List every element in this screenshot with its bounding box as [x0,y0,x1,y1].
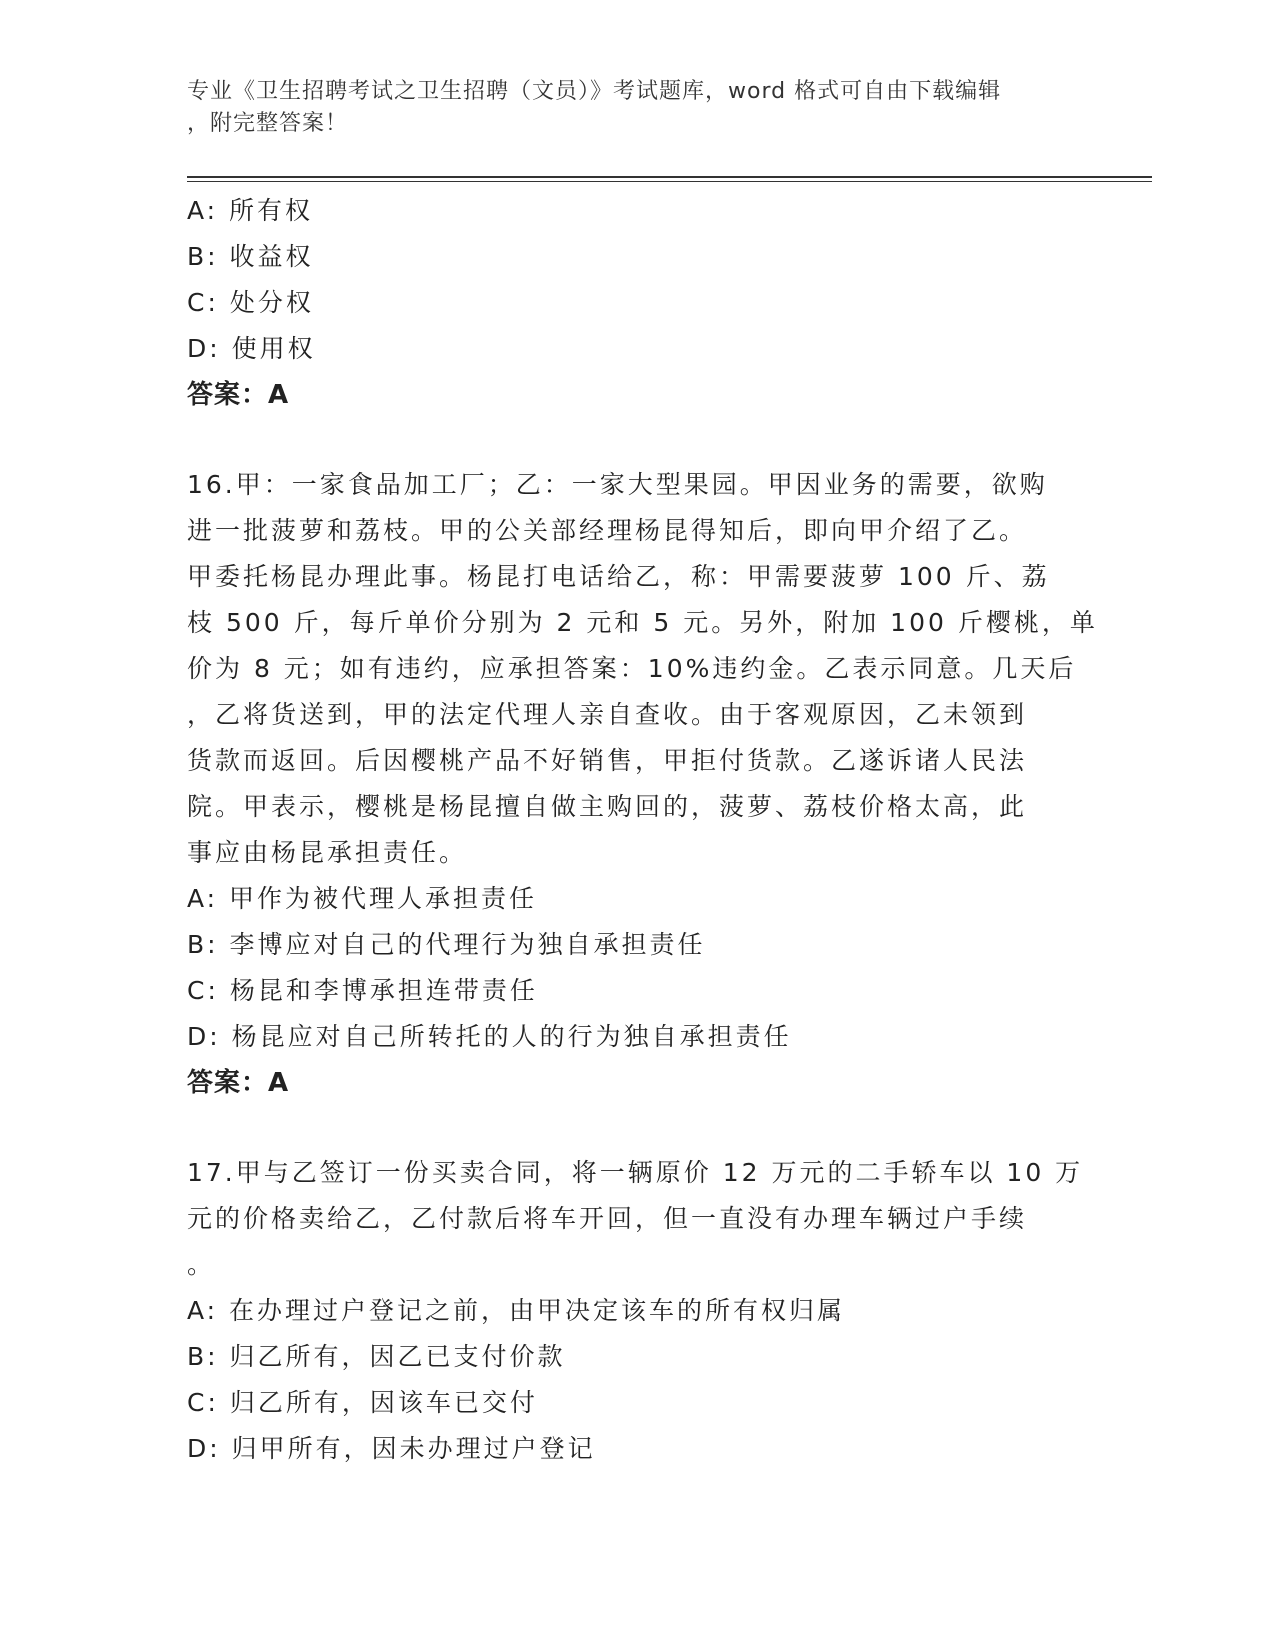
question-stem-line: 元的价格卖给乙，乙付款后将车开回，但一直没有办理车辆过户手续 [187,1204,1028,1233]
question-stem-line: 价为 8 元；如有违约，应承担答案：10%违约金。乙表示同意。几天后 [187,654,1077,683]
option-a: A: 甲作为被代理人承担责任 [187,884,538,913]
question-17 [187,1150,1087,1472]
document-body [187,188,1098,1472]
question-stem-line: 枝 500 斤，每斤单价分别为 2 元和 5 元。另外，附加 100 斤樱桃，单 [187,608,1098,637]
option-c: C: 杨昆和李博承担连带责任 [187,976,538,1005]
option-b: B: 归乙所有，因乙已支付价款 [187,1342,566,1371]
answer-line: 答案：A [187,380,290,410]
option-b: B: 李博应对自己的代理行为独自承担责任 [187,930,706,959]
question-stem-line: 进一批菠萝和荔枝。甲的公关部经理杨昆得知后，即向甲介绍了乙。 [187,516,1028,545]
option-c: C: 归乙所有，因该车已交付 [187,1388,538,1417]
question-stem-line: 。 [187,1250,216,1279]
option-b: B: 收益权 [187,242,314,271]
header-title-line-1: 专业《卫生招聘考试之卫生招聘（文员）》考试题库，word 格式可自由下载编辑 [187,79,1002,104]
option-a: A: 所有权 [187,196,314,225]
option-a: A: 在办理过户登记之前，由甲决定该车的所有权归属 [187,1296,846,1325]
header-divider-thick [187,176,1152,178]
question-stem-line: 院。甲表示，樱桃是杨昆擅自做主购回的，菠萝、荔枝价格太高，此 [187,792,1028,821]
option-c: C: 处分权 [187,288,314,317]
option-d: D: 杨昆应对自己所转托的人的行为独自承担责任 [187,1022,792,1051]
question-stem-line: 事应由杨昆承担责任。 [187,838,468,867]
question-stem-line: 17.甲与乙签订一份买卖合同，将一辆原价 12 万元的二手轿车以 10 万 [187,1158,1084,1187]
question-15 [187,188,1087,418]
answer-line: 答案：A [187,1068,290,1098]
question-16 [187,462,1098,1106]
question-stem-line: 货款而返回。后因樱桃产品不好销售，甲拒付货款。乙遂诉诸人民法 [187,746,1028,775]
option-d: D: 使用权 [187,334,316,363]
document-header [187,76,1087,140]
option-d: D: 归甲所有，因未办理过户登记 [187,1434,596,1463]
question-stem-line: ，乙将货送到，甲的法定代理人亲自查收。由于客观原因，乙未领到 [187,700,1028,729]
question-stem-line: 16.甲：一家食品加工厂；乙：一家大型果园。甲因业务的需要，欲购 [187,470,1048,499]
question-stem-line: 甲委托杨昆办理此事。杨昆打电话给乙，称：甲需要菠萝 100 斤、荔 [187,562,1050,591]
header-divider-thin [187,181,1152,182]
header-title-line-2: ，附完整答案！ [187,111,349,136]
